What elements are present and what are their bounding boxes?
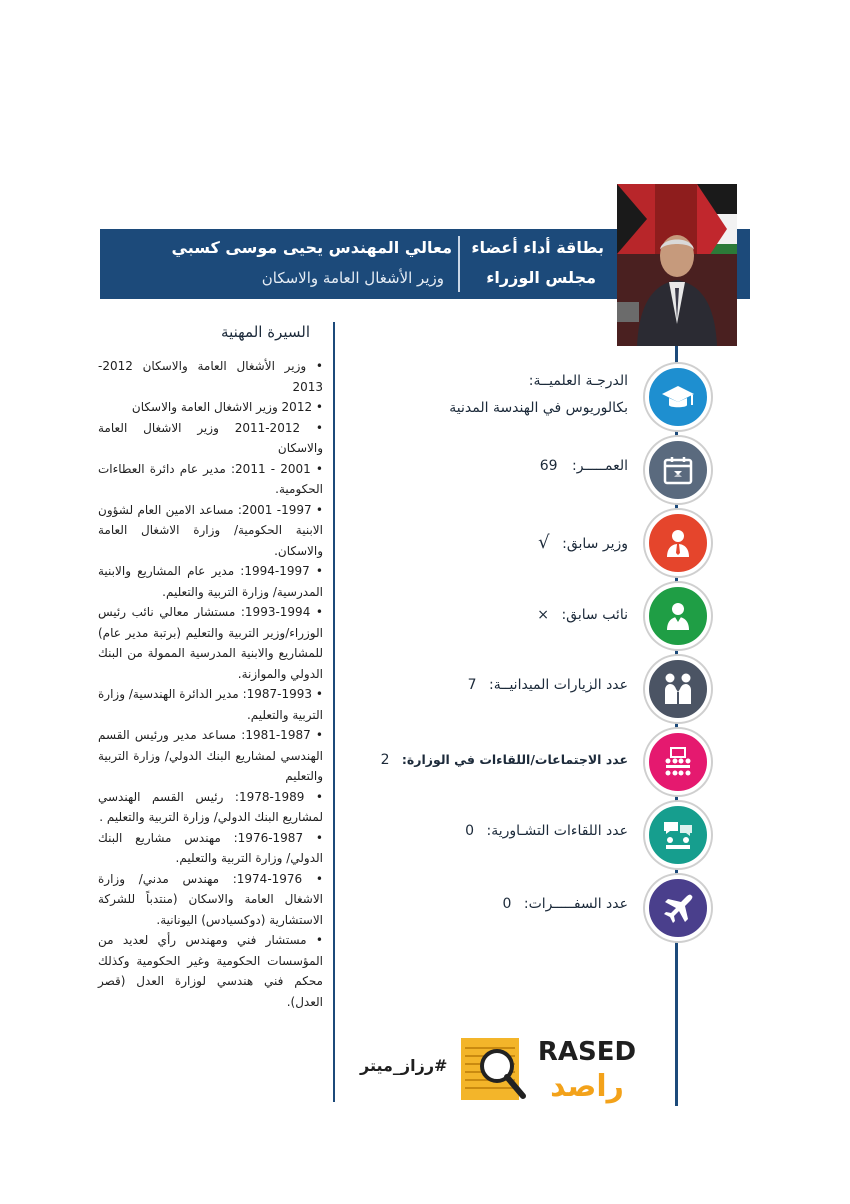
deputy-icon <box>660 598 696 634</box>
career-item: • 1976-1987: مهندس مشاريع البنك الدولي/ وزارة التربية والتعليم. <box>98 828 323 869</box>
career-item: • 1981-1987: مساعد مدير ورئيس القسم الهندسي لمشاريع البنك الدولي/ وزارة التربية والتعليم <box>98 725 323 787</box>
stat-minister-value: √ <box>538 532 550 553</box>
stat-degree-label: الدرجـة العلميــة: <box>528 373 628 389</box>
stat-consultations-row <box>465 823 628 839</box>
stat-degree-badge <box>645 364 711 430</box>
portrait-illustration <box>617 184 737 346</box>
career-item: • 2011-2012 وزير الاشغال العامة والاسكان <box>98 418 323 459</box>
career-item: • 1994-1997: مدير عام المشاريع والابنية المدرسية/ وزارة التربية والتعليم. <box>98 561 323 602</box>
handshake-icon <box>659 670 697 708</box>
person-title: وزير الأشغال العامة والاسكان <box>261 269 444 287</box>
stat-meetings-badge <box>645 729 711 795</box>
career-heading: السيرة المهنية <box>221 323 310 341</box>
career-divider <box>333 322 335 1102</box>
org-title-line1: بطاقة أداء أعضاء <box>471 238 604 257</box>
career-item: • 1987-1993: مدير الدائرة الهندسية/ وزارة التربية والتعليم. <box>98 684 323 725</box>
stat-consultations-badge <box>645 802 711 868</box>
calendar-icon <box>660 452 696 488</box>
stat-deputy-label: نائب سابق: <box>561 607 628 623</box>
stat-age-label: العمـــــر: <box>572 458 628 474</box>
stat-visits-row <box>468 677 628 693</box>
career-item: • 1974-1976: مهندس مدني/ وزارة الاشغال العامة والاسكان (منتدباً للشركة الاستشارية (دوكسيادس) اليونانية. <box>98 869 323 931</box>
graduation-cap-icon <box>659 378 697 416</box>
stat-deputy-row <box>537 607 628 623</box>
logo-arabic-text: راصد <box>550 1069 624 1104</box>
stat-degree-value: بكالوريوس في الهندسة المدنية <box>449 400 628 416</box>
hashtag: #رزاز_ميتر <box>360 1056 448 1075</box>
stat-minister-label: وزير سابق: <box>562 536 628 552</box>
portrait-photo <box>617 184 737 346</box>
stat-minister-row <box>538 532 628 553</box>
stat-age-badge <box>645 437 711 503</box>
stat-trips-value: 0 <box>502 896 512 912</box>
stat-visits-value: 7 <box>467 677 477 693</box>
stat-consultations-value: 0 <box>465 823 475 839</box>
header-divider <box>458 236 460 292</box>
stat-age-row <box>540 458 628 474</box>
stat-minister-badge <box>645 510 711 576</box>
career-item: • 2001 - 2011: مدير عام دائرة العطاءات الحكومية. <box>98 459 323 500</box>
stat-deputy-badge <box>645 583 711 649</box>
stat-deputy-value: × <box>537 607 549 623</box>
stat-consultations-label: عدد اللقاءات التشـاورية: <box>486 823 628 839</box>
career-item: • 1978-1989: رئيس القسم الهندسي لمشاريع البنك الدولي/ وزارة التربية والتعليم . <box>98 787 323 828</box>
consultation-icon <box>659 816 697 854</box>
stat-age-value: 69 <box>539 458 558 474</box>
career-item: • 1997- 2001: مساعد الامين العام لشؤون الابنية الحكومية/ وزارة الاشغال العامة والاسكان. <box>98 500 323 562</box>
career-item: • 1993-1994: مستشار معالي نائب رئيس الوزراء/وزير التربية والتعليم (برتبة مدير عام) للمشاريع والابنية المدرسية الممولة من البنك الدولي والموازنة. <box>98 602 323 684</box>
stat-trips-row <box>502 896 628 912</box>
stat-meetings-label: عدد الاجتماعات/اللقاءات في الوزارة: <box>401 752 628 767</box>
stat-trips-label: عدد السفـــــرات: <box>523 896 628 912</box>
career-item: • 2012 وزير الاشغال العامة والاسكان <box>98 397 323 418</box>
logo-latin-text: RASED <box>537 1037 637 1067</box>
stat-visits-label: عدد الزيارات الميدانيــة: <box>489 677 628 693</box>
person-name: معالي المهندس يحيى موسى كسبي <box>171 238 452 257</box>
career-list <box>98 356 323 1012</box>
stat-meetings-row <box>381 752 628 768</box>
stat-meetings-value: 2 <box>380 752 390 768</box>
career-item: • مستشار فني ومهندس رأي لعديد من المؤسسات الحكومية وغير الحكومية وكذلك محكم فني هندسي لوزارة العدل (قصر العدل). <box>98 930 323 1012</box>
minister-icon <box>660 525 696 561</box>
career-item: • وزير الأشغال العامة والاسكان 2012-2013 <box>98 356 323 397</box>
rased-logo <box>461 1034 651 1104</box>
stat-visits-badge <box>645 656 711 722</box>
rased-logo-graphic <box>461 1034 651 1104</box>
org-title-line2: مجلس الوزراء <box>486 268 596 287</box>
stat-trips-badge <box>645 875 711 941</box>
meeting-icon <box>659 743 697 781</box>
airplane-icon <box>659 889 697 927</box>
